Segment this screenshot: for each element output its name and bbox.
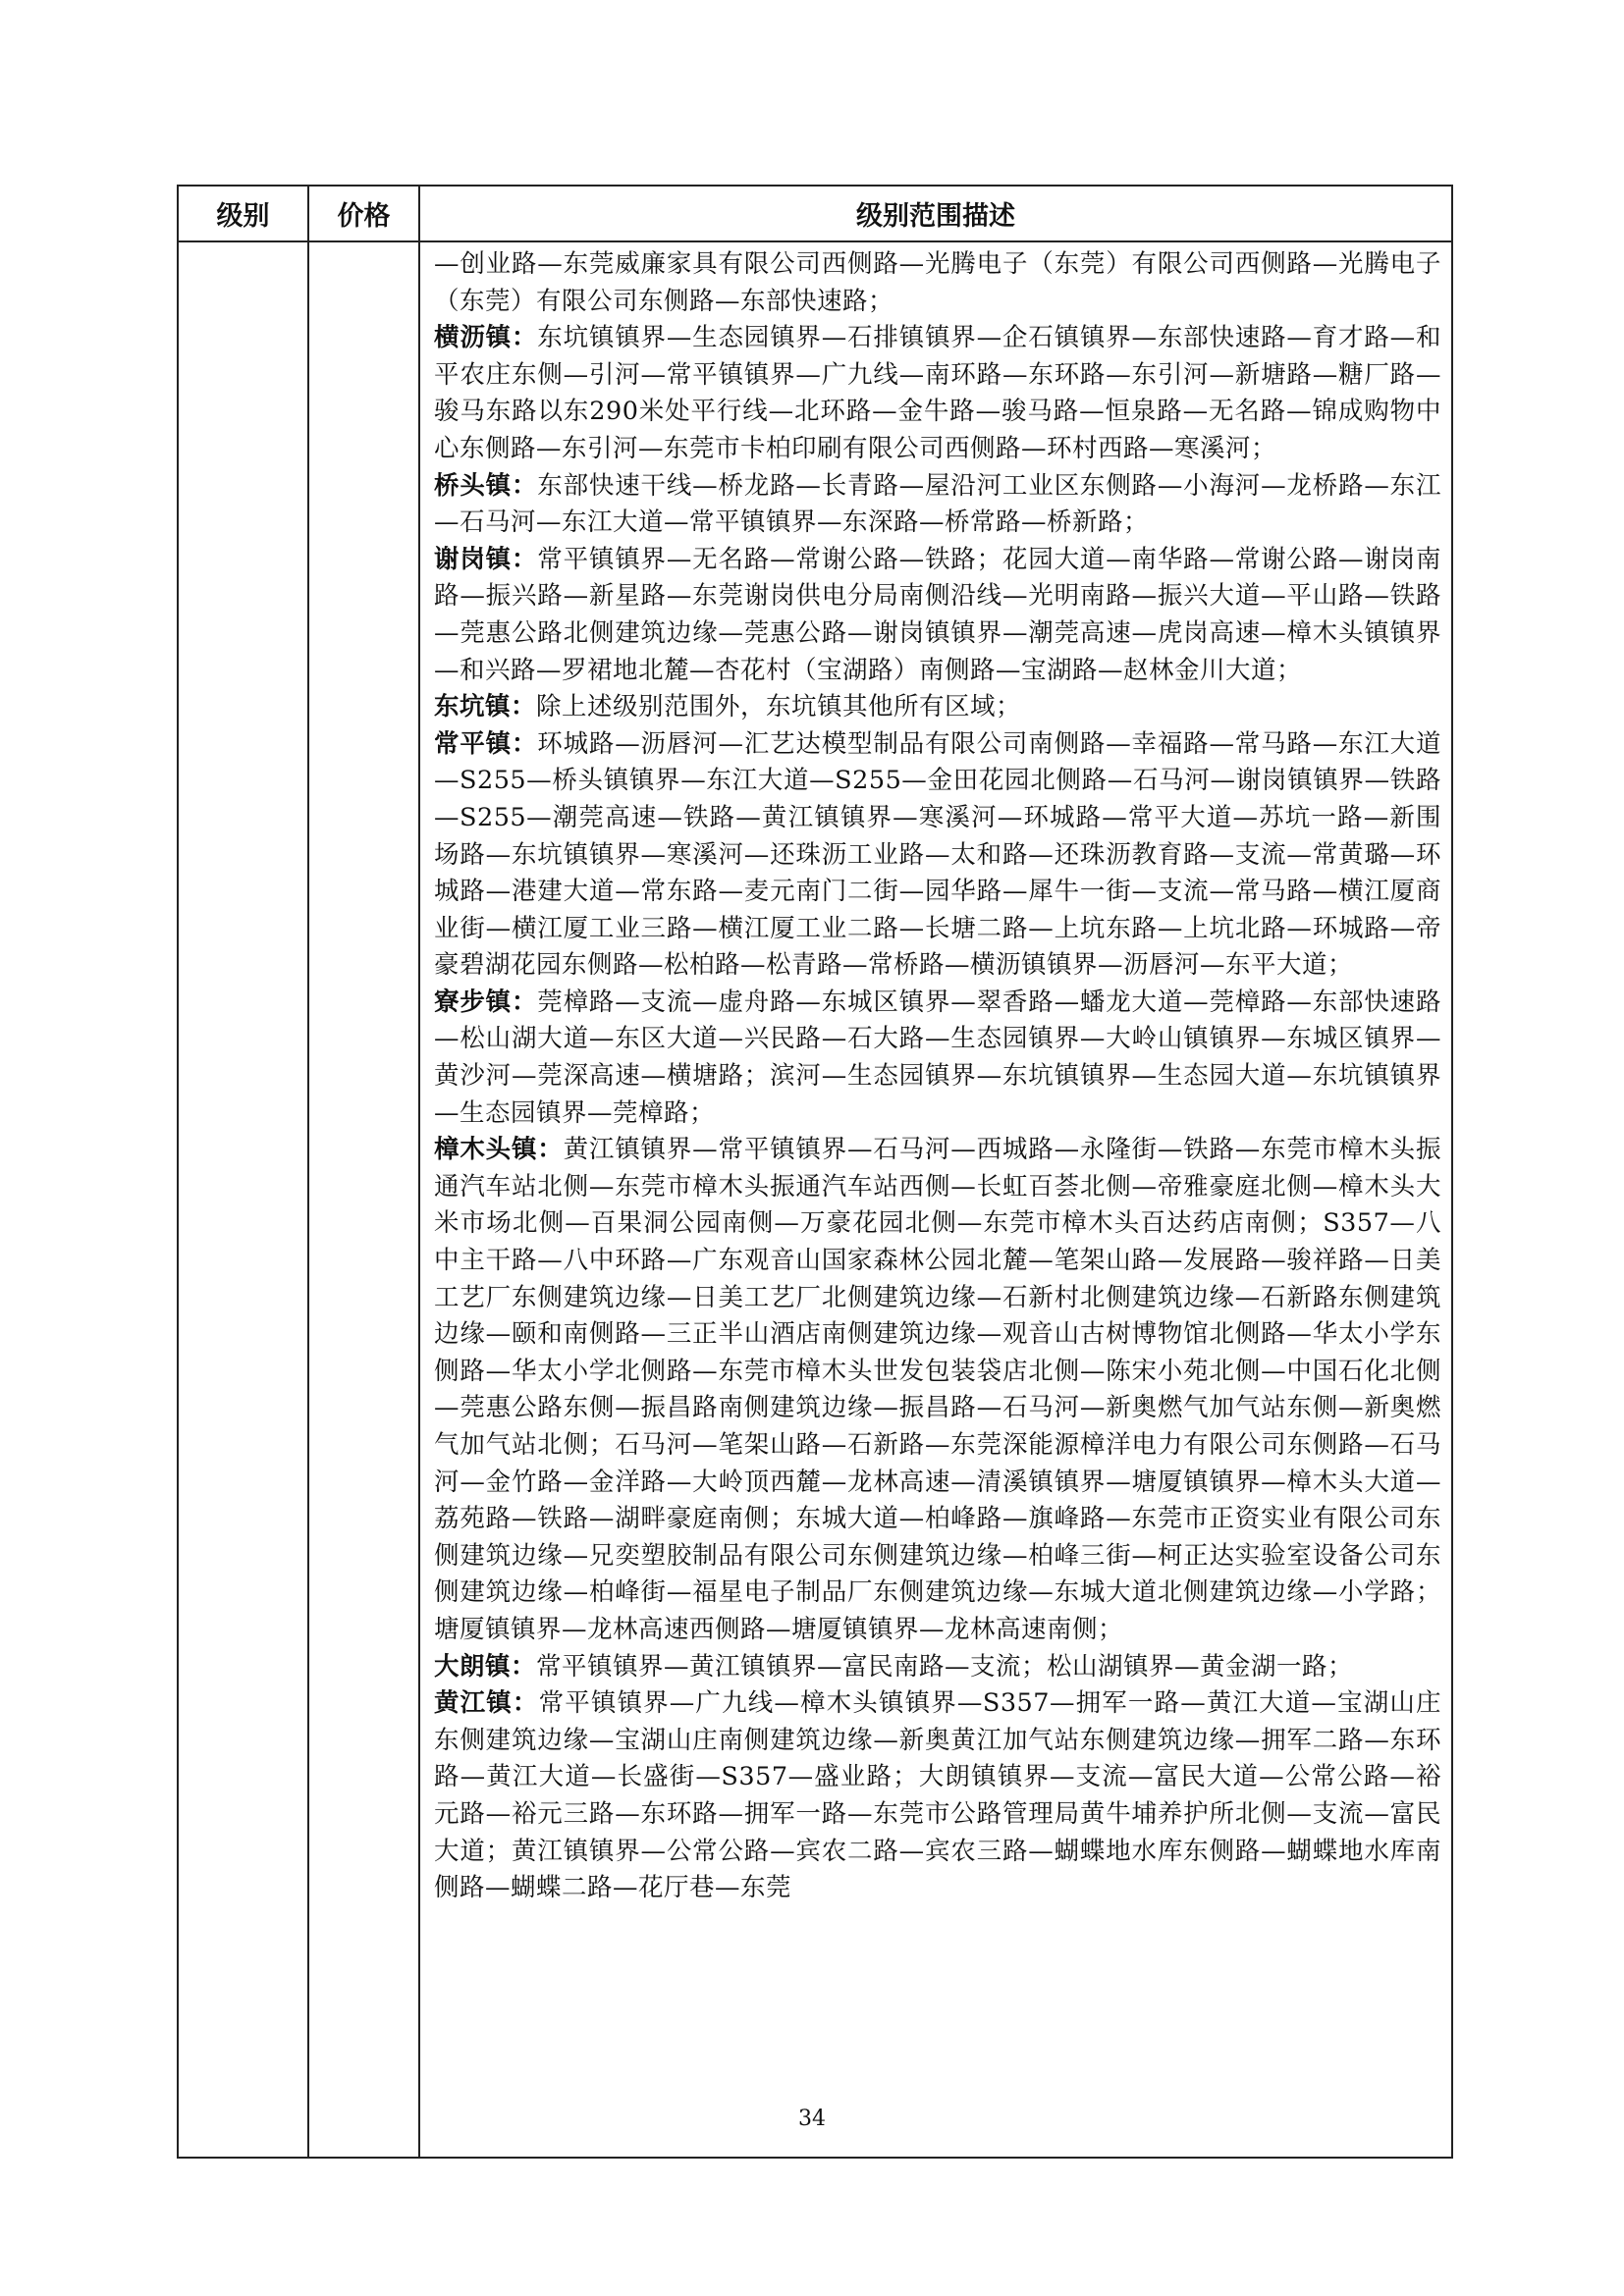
grade-cell bbox=[178, 241, 308, 2158]
entry-text: —创业路—东莞威廉家具有限公司西侧路—光腾电子（东莞）有限公司西侧路—光腾电子（东莞）有限公司东侧路—东部快速路； bbox=[434, 249, 1441, 316]
land-grade-table bbox=[177, 185, 1453, 2159]
header-range-description: 级别范围描述 bbox=[419, 186, 1452, 241]
entry-text: 常平镇镇界—黄江镇镇界—富民南路—支流；松山湖镇界—黄金湖一路； bbox=[536, 1651, 1354, 1682]
entry-text: 东部快速干线—桥龙路—长青路—屋沿河工业区东侧路—小海河—龙桥路—东江—石马河—东江大道—常平镇镇界—东深路—桥常路—桥新路； bbox=[434, 470, 1441, 538]
entry-changping bbox=[434, 726, 1441, 985]
town-name: 横沥镇： bbox=[434, 323, 538, 353]
entry-text: 除上述级别范围外，东坑镇其他所有区域； bbox=[536, 692, 1022, 722]
description-cell bbox=[419, 241, 1452, 2158]
price-cell bbox=[308, 241, 419, 2158]
header-grade: 级别 bbox=[178, 186, 308, 241]
entry-huangjiang bbox=[434, 1685, 1441, 1907]
entry-dalang bbox=[434, 1649, 1441, 1686]
town-name: 寮步镇： bbox=[434, 987, 538, 1017]
town-name: 东坑镇： bbox=[434, 692, 537, 722]
entry-text: 黄江镇镇界—常平镇镇界—石马河—西城路—永隆街—铁路—东莞市樟木头振通汽车站北侧—东莞市樟木头振通汽车站西侧—长虹百荟北侧—帝雅豪庭北侧—樟木头大米市场北侧—百果洞公园南侧—万豪花园北侧—东莞市樟木头百达药店南侧；S357—八中主干路—八中环路—广东观音山国家森林公园北麓—笔架山路—发展路—骏祥路—日美工艺厂东侧建筑边缘—日美工艺厂北侧建筑边缘—石新村北侧建筑边缘—石新路东侧建筑边缘—颐和南侧路—三正半山酒店南侧建筑边缘—观音山古树博物馆北侧路—华太小学东侧路—华太小学北侧路—东莞市樟木头世发包装袋店北侧—陈宋小苑北侧—中国石化北侧—莞惠公路东侧—振昌路南侧建筑边缘—振昌路—石马河—新奥燃气加气站东侧—新奥燃气加气站北侧；石马河—笔架山路—石新路—东莞深能源樟洋电力有限公司东侧路—石马河—金竹路—金洋路—大岭顶西麓—龙林高速—清溪镇镇界—塘厦镇镇界—樟木头大道—荔苑路—铁路—湖畔豪庭南侧；东城大道—柏峰路—旗峰路—东莞市正资实业有限公司东侧建筑边缘—兄奕塑胶制品有限公司东侧建筑边缘—柏峰三街—柯正达实验室设备公司东侧建筑边缘—柏峰街—福星电子制品厂东侧建筑边缘—东城大道北侧建筑边缘—小学路；塘厦镇镇界—龙林高速西侧路—塘厦镇镇界—龙林高速南侧； bbox=[434, 1135, 1441, 1644]
page-number: 34 bbox=[798, 2107, 826, 2131]
entry-text: 常平镇镇界—广九线—樟木头镇镇界—S357—拥军一路—黄江大道—宝湖山庄东侧建筑边缘—宝湖山庄南侧建筑边缘—新奥黄江加气站东侧建筑边缘—拥军二路—东环路—黄江大道—长盛街—S357—盛业路；大朗镇镇界—支流—富民大道—公常公路—裕元路—裕元三路—东环路—拥军一路—东莞市公路管理局黄牛埔养护所北侧—支流—富民大道；黄江镇镇界—公常公路—宾农二路—宾农三路—蝴蝶地水库东侧路—蝴蝶地水库南侧路—蝴蝶二路—花厅巷—东莞 bbox=[434, 1688, 1441, 1903]
table-row bbox=[178, 241, 1452, 2158]
entry-text: 东坑镇镇界—生态园镇界—石排镇镇界—企石镇镇界—东部快速路—育才路—和平农庄东侧—引河—常平镇镇界—广九线—南环路—东环路—东引河—新塘路—糖厂路—骏马东路以东290米处平行线—北环路—金牛路—骏马路—恒泉路—无名路—锦成购物中心东侧路—东引河—东莞市卡柏印刷有限公司西侧路—环村西路—寒溪河； bbox=[434, 323, 1441, 463]
town-name: 常平镇： bbox=[434, 728, 538, 759]
town-name: 桥头镇： bbox=[434, 470, 538, 501]
entry-xiegang bbox=[434, 542, 1441, 689]
entry-qiaotou bbox=[434, 468, 1441, 542]
entry-text: 环城路—沥唇河—汇艺达模型制品有限公司南侧路—幸福路—常马路—东江大道—S255—桥头镇镇界—东江大道—S255—金田花园北侧路—石马河—谢岗镇镇界—铁路—S255—潮莞高速—铁路—黄江镇镇界—寒溪河—环城路—常平大道—苏坑一路—新围场路—东坑镇镇界—寒溪河—还珠沥工业路—太和路—还珠沥教育路—支流—常黄璐—环城路—港建大道—常东路—麦元南门二街—园华路—犀牛一街—支流—常马路—横江厦商业街—横江厦工业三路—横江厦工业二路—长塘二路—上坑东路—上坑北路—环城路—帝豪碧湖花园东侧路—松柏路—松青路—常桥路—横沥镇镇界—沥唇河—东平大道； bbox=[434, 728, 1441, 981]
entry-dongkeng bbox=[434, 689, 1441, 726]
entry-continuation bbox=[434, 246, 1441, 320]
header-price: 价格 bbox=[308, 186, 419, 241]
town-name: 樟木头镇： bbox=[434, 1135, 564, 1165]
town-name: 谢岗镇： bbox=[434, 544, 538, 574]
entry-text: 莞樟路—支流—虚舟路—东城区镇界—翠香路—蟠龙大道—莞樟路—东部快速路—松山湖大道—东区大道—兴民路—石大路—生态园镇界—大岭山镇镇界—东城区镇界—黄沙河—莞深高速—横塘路；滨河—生态园镇界—东坑镇镇界—生态园大道—东坑镇镇界—生态园镇界—莞樟路； bbox=[434, 987, 1441, 1128]
town-name: 黄江镇： bbox=[434, 1688, 539, 1719]
table-header-row bbox=[178, 186, 1452, 241]
entry-hengli bbox=[434, 320, 1441, 467]
entry-zhangmutou bbox=[434, 1132, 1441, 1648]
town-name: 大朗镇： bbox=[434, 1651, 537, 1682]
entry-text: 常平镇镇界—无名路—常谢公路—铁路；花园大道—南华路—常谢公路—谢岗南路—振兴路—新星路—东莞谢岗供电分局南侧沿线—光明南路—振兴大道—平山路—铁路—莞惠公路北侧建筑边缘—莞惠公路—谢岗镇镇界—潮莞高速—虎岗高速—樟木头镇镇界—和兴路—罗裙地北麓—杏花村（宝湖路）南侧路—宝湖路—赵林金川大道； bbox=[434, 544, 1441, 685]
entry-liaobu bbox=[434, 985, 1441, 1132]
